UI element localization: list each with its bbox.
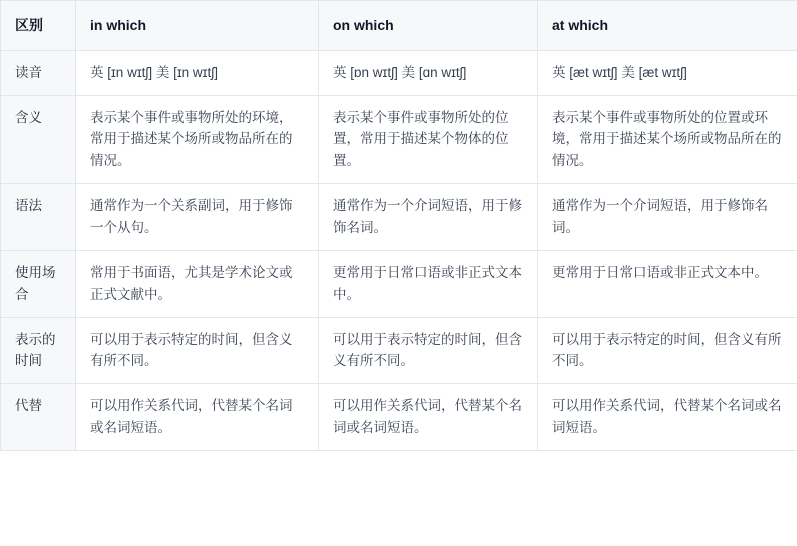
cell-time-on-which <box>319 317 538 384</box>
cell-text: 可以用于表示特定的时间，但含义有所不同。 <box>90 331 293 369</box>
cell-text: 更常用于日常口语或非正式文本中。 <box>552 264 768 280</box>
cell-text: 常用于书面语，尤其是学术论文或正式文献中。 <box>90 264 293 302</box>
cell-meaning-on-which <box>319 95 538 184</box>
cell-text: 表示某个事件或事物所处的位置，常用于描述某个物体的位置。 <box>333 109 509 169</box>
cell-meaning-in-which <box>76 95 319 184</box>
cell-grammar-at-which <box>538 184 797 251</box>
row-label-time-expression: 表示的时间 <box>1 317 76 384</box>
cell-substitution-in-which <box>76 384 319 451</box>
column-header-at-which: at which <box>538 1 797 51</box>
table-header <box>1 1 797 51</box>
cell-usage-on-which <box>319 250 538 317</box>
table-header-row <box>1 1 797 51</box>
table-body <box>1 50 797 450</box>
cell-text: 可以用作关系代词，代替某个名词或名词短语。 <box>552 398 782 436</box>
cell-text: 可以用作关系代词，代替某个名词或名词短语。 <box>90 398 293 436</box>
cell-text: 更常用于日常口语或非正式文本中。 <box>333 264 522 302</box>
cell-text: 表示某个事件或事物所处的环境，常用于描述某个场所或物品所在的情况。 <box>90 109 293 169</box>
cell-text: 英 [æt wɪtʃ] 美 [æt wɪtʃ] <box>552 64 687 80</box>
cell-pronunciation-in-which <box>76 50 319 95</box>
cell-grammar-on-which <box>319 184 538 251</box>
table-row <box>1 184 797 251</box>
cell-time-in-which <box>76 317 319 384</box>
cell-text: 表示某个事件或事物所处的位置或环境，常用于描述某个场所或物品所在的情况。 <box>552 109 782 169</box>
column-header-on-which: on which <box>319 1 538 51</box>
cell-text: 可以用作关系代词，代替某个名词或名词短语。 <box>333 398 522 436</box>
column-header-difference: 区别 <box>1 1 76 51</box>
row-label-meaning: 含义 <box>1 95 76 184</box>
cell-substitution-on-which <box>319 384 538 451</box>
cell-text: 英 [ɪn wɪtʃ] 美 [ɪn wɪtʃ] <box>90 64 218 80</box>
cell-meaning-at-which <box>538 95 797 184</box>
column-header-in-which: in which <box>76 1 319 51</box>
row-label-grammar: 语法 <box>1 184 76 251</box>
table-row <box>1 317 797 384</box>
table-row <box>1 95 797 184</box>
row-label-pronunciation: 读音 <box>1 50 76 95</box>
cell-usage-at-which <box>538 250 797 317</box>
row-label-substitution: 代替 <box>1 384 76 451</box>
cell-text: 可以用于表示特定的时间，但含义有所不同。 <box>333 331 522 369</box>
cell-usage-in-which <box>76 250 319 317</box>
cell-time-at-which <box>538 317 797 384</box>
cell-pronunciation-at-which <box>538 50 797 95</box>
cell-grammar-in-which <box>76 184 319 251</box>
table-row <box>1 384 797 451</box>
table-row <box>1 50 797 95</box>
cell-text: 通常作为一个介词短语，用于修饰名词。 <box>552 198 768 235</box>
cell-text: 英 [ɒn wɪtʃ] 美 [ɑn wɪtʃ] <box>333 64 467 80</box>
cell-text: 通常作为一个关系副词，用于修饰一个从句。 <box>90 198 293 235</box>
cell-pronunciation-on-which <box>319 50 538 95</box>
cell-text: 可以用于表示特定的时间，但含义有所不同。 <box>552 331 782 369</box>
cell-text: 通常作为一个介词短语，用于修饰名词。 <box>333 198 522 235</box>
cell-substitution-at-which <box>538 384 797 451</box>
row-label-usage-context: 使用场合 <box>1 250 76 317</box>
table-row <box>1 250 797 317</box>
